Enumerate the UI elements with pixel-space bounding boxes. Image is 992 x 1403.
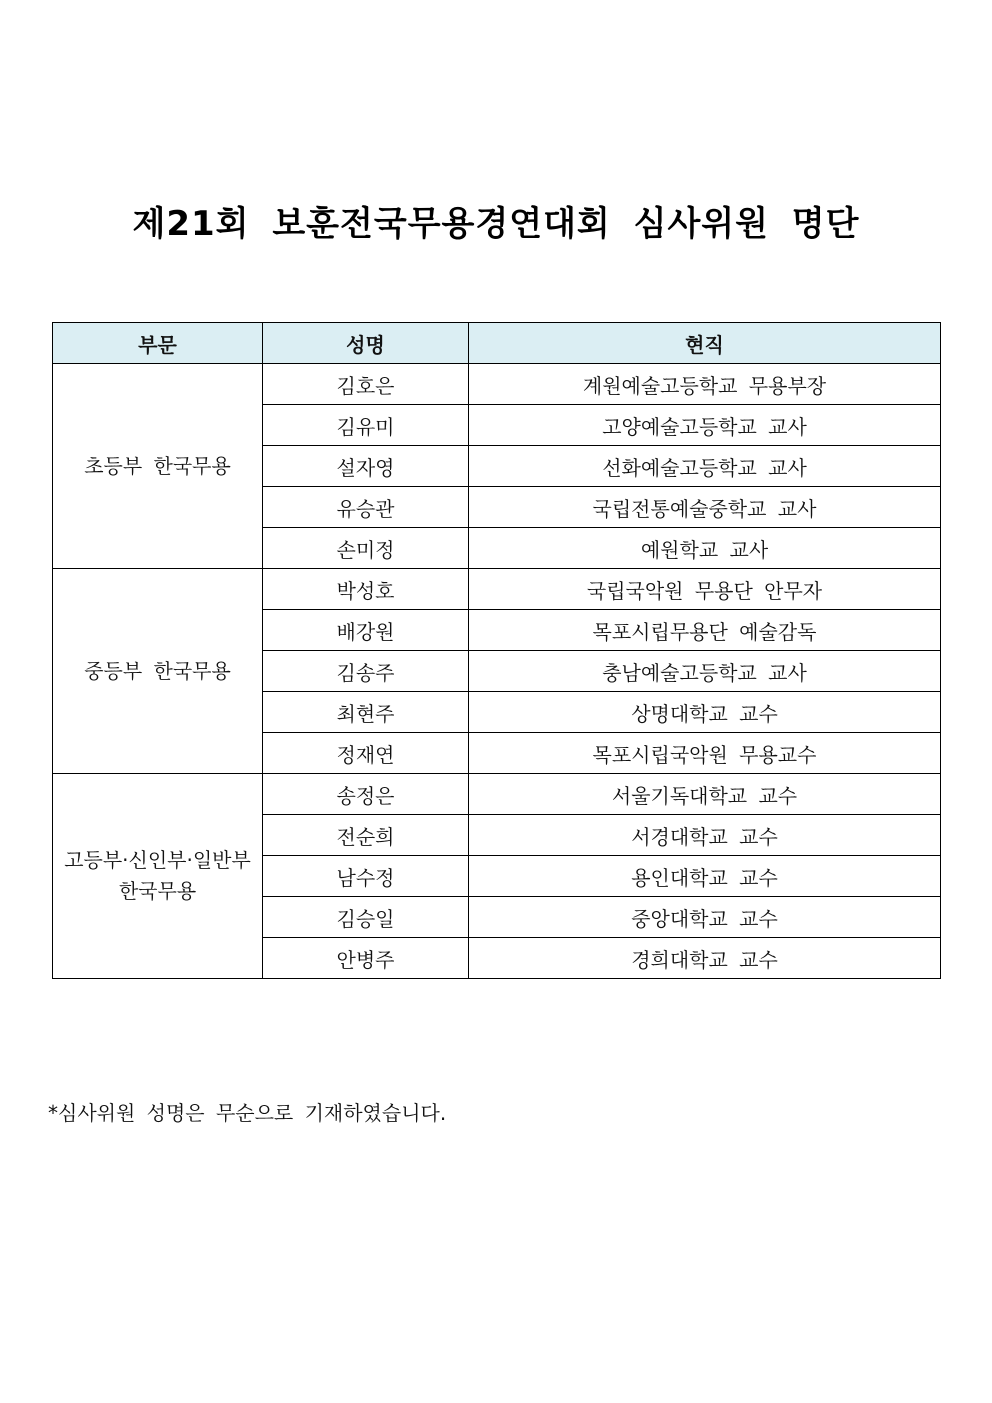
- header-position: 현직: [469, 323, 941, 364]
- table-row: [53, 364, 941, 405]
- judge-name: 손미정: [263, 528, 469, 569]
- judge-name: 전순희: [263, 815, 469, 856]
- judge-name: 박성호: [263, 569, 469, 610]
- judge-name: 배강원: [263, 610, 469, 651]
- judge-name: 정재연: [263, 733, 469, 774]
- judge-position: 서울기독대학교 교수: [469, 774, 941, 815]
- division-label: 한국무용: [118, 879, 197, 903]
- judge-position: 선화예술고등학교 교사: [469, 446, 941, 487]
- judge-name: 최현주: [263, 692, 469, 733]
- judge-name: 설자영: [263, 446, 469, 487]
- judge-name: 김유미: [263, 405, 469, 446]
- footnote: *심사위원 성명은 무순으로 기재하였습니다.: [48, 1101, 447, 1125]
- table-row: [53, 569, 941, 610]
- division-label: 초등부 한국무용: [84, 453, 231, 478]
- judges-table: [52, 322, 941, 979]
- division-label: 고등부·신인부·일반부: [64, 848, 251, 872]
- judge-position: 고양예술고등학교 교사: [469, 405, 941, 446]
- judge-position: 예원학교 교사: [469, 528, 941, 569]
- judge-position: 서경대학교 교수: [469, 815, 941, 856]
- judge-position: 경희대학교 교수: [469, 938, 941, 979]
- table-row: [53, 774, 941, 815]
- judge-name: 김승일: [263, 897, 469, 938]
- judge-position: 충남예술고등학교 교사: [469, 651, 941, 692]
- division-label: 중등부 한국무용: [84, 658, 231, 683]
- table-header-row: [53, 323, 941, 364]
- judge-name: 안병주: [263, 938, 469, 979]
- judge-position: 국립전통예술중학교 교사: [469, 487, 941, 528]
- judge-position: 계원예술고등학교 무용부장: [469, 364, 941, 405]
- judge-name: 유승관: [263, 487, 469, 528]
- judge-name: 김호은: [263, 364, 469, 405]
- judge-name: 김송주: [263, 651, 469, 692]
- judge-position: 국립국악원 무용단 안무자: [469, 569, 941, 610]
- judge-name: 송정은: [263, 774, 469, 815]
- header-name: 성명: [263, 323, 469, 364]
- judge-name: 남수정: [263, 856, 469, 897]
- division-cell-elementary: [53, 364, 263, 569]
- division-cell-middle: [53, 569, 263, 774]
- judge-position: 상명대학교 교수: [469, 692, 941, 733]
- judge-position: 목포시립무용단 예술감독: [469, 610, 941, 651]
- judge-position: 목포시립국악원 무용교수: [469, 733, 941, 774]
- document-title: 제21회 보훈전국무용경연대회 심사위원 명단: [132, 204, 860, 244]
- judge-position: 용인대학교 교수: [469, 856, 941, 897]
- division-cell-high-general: [53, 774, 263, 979]
- header-division: 부문: [53, 323, 263, 364]
- judge-position: 중앙대학교 교수: [469, 897, 941, 938]
